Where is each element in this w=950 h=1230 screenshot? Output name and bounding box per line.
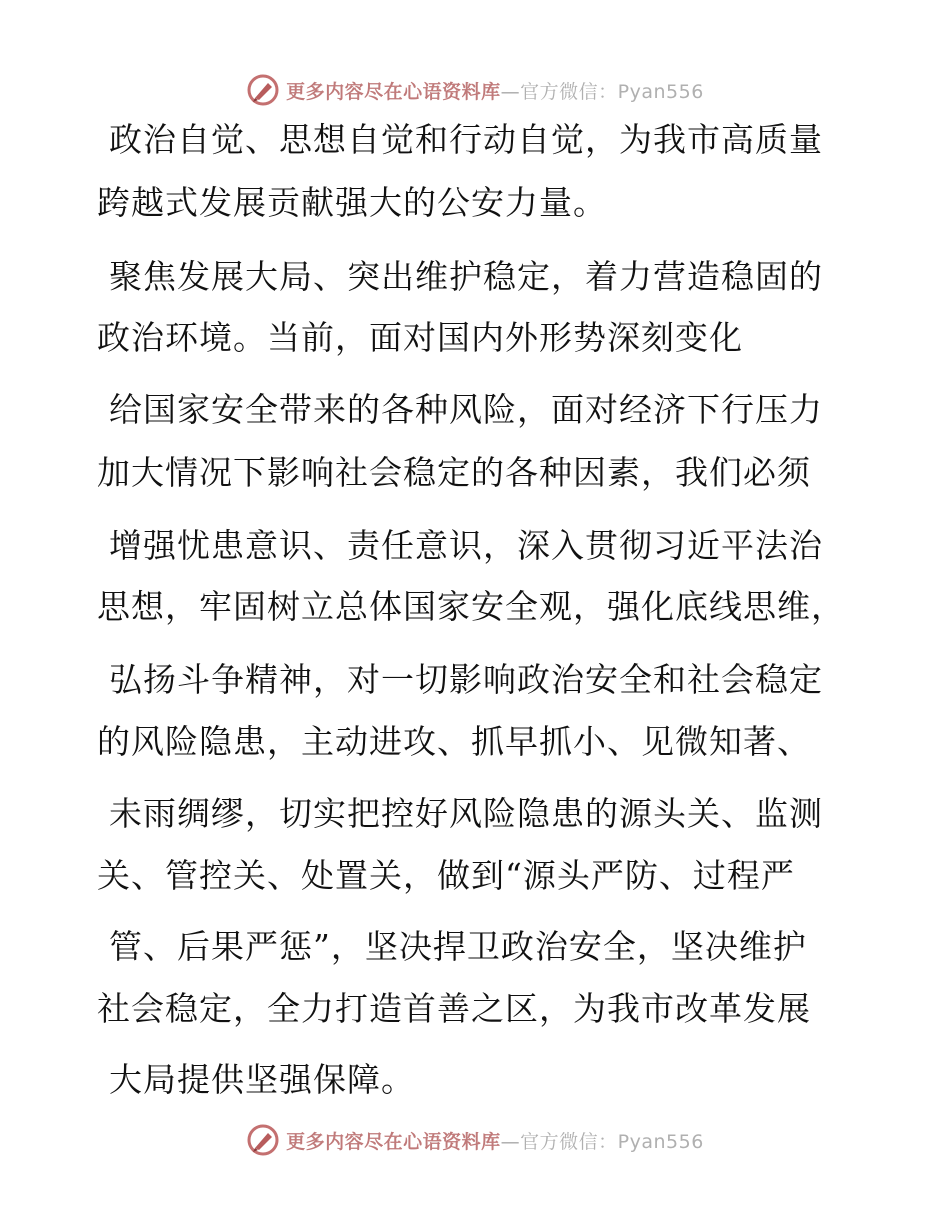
- text-line: 政治自觉、思想自觉和行动自觉，为我市高质量: [109, 120, 823, 159]
- watermark-separator: —: [500, 1130, 521, 1153]
- text-line: 未雨绸缪，切实把控好风险隐患的源头关、监测: [109, 794, 823, 833]
- watermark-text: [286, 1127, 704, 1154]
- text-line: 政治环境。当前，面对国内外形势深刻变化: [97, 318, 743, 357]
- pen-logo-icon: [246, 1123, 280, 1157]
- text-line: 思想，牢固树立总体国家安全观，强化底线思维，: [97, 587, 845, 626]
- watermark-brand: 更多内容尽在心语资料库: [286, 1130, 501, 1153]
- text-line: 聚焦发展大局、突出维护稳定，着力营造稳固的: [109, 257, 823, 296]
- text-line: 社会稳定，全力打造首善之区，为我市改革发展: [97, 989, 811, 1028]
- text-line: 跨越式发展贡献强大的公安力量。: [97, 183, 607, 222]
- text-line: 的风险隐患，主动进攻、抓早抓小、见微知著、: [97, 722, 811, 761]
- text-line: 弘扬斗争精神，对一切影响政治安全和社会稳定: [109, 660, 823, 699]
- text-line: 给国家安全带来的各种风险，面对经济下行压力: [109, 390, 823, 429]
- watermark-brand: 更多内容尽在心语资料库: [286, 80, 501, 103]
- watermark-separator: —: [500, 80, 521, 103]
- pen-logo-icon: [246, 73, 280, 107]
- footer-watermark: [0, 1120, 950, 1160]
- header-watermark: [0, 70, 950, 110]
- text-line: 关、管控关、处置关，做到“源头严防、过程严: [97, 856, 795, 895]
- watermark-text: [286, 77, 704, 104]
- text-line: 加大情况下影响社会稳定的各种因素，我们必须: [97, 453, 811, 492]
- text-line: 增强忧患意识、责任意识，深入贯彻习近平法治: [109, 526, 823, 565]
- text-line: 管、后果严惩”，坚决捍卫政治安全，坚决维护: [109, 927, 807, 966]
- watermark-contact: 官方微信：Pyan556: [520, 1130, 704, 1153]
- text-line: 大局提供坚强保障。: [109, 1060, 415, 1099]
- watermark-contact: 官方微信：Pyan556: [520, 80, 704, 103]
